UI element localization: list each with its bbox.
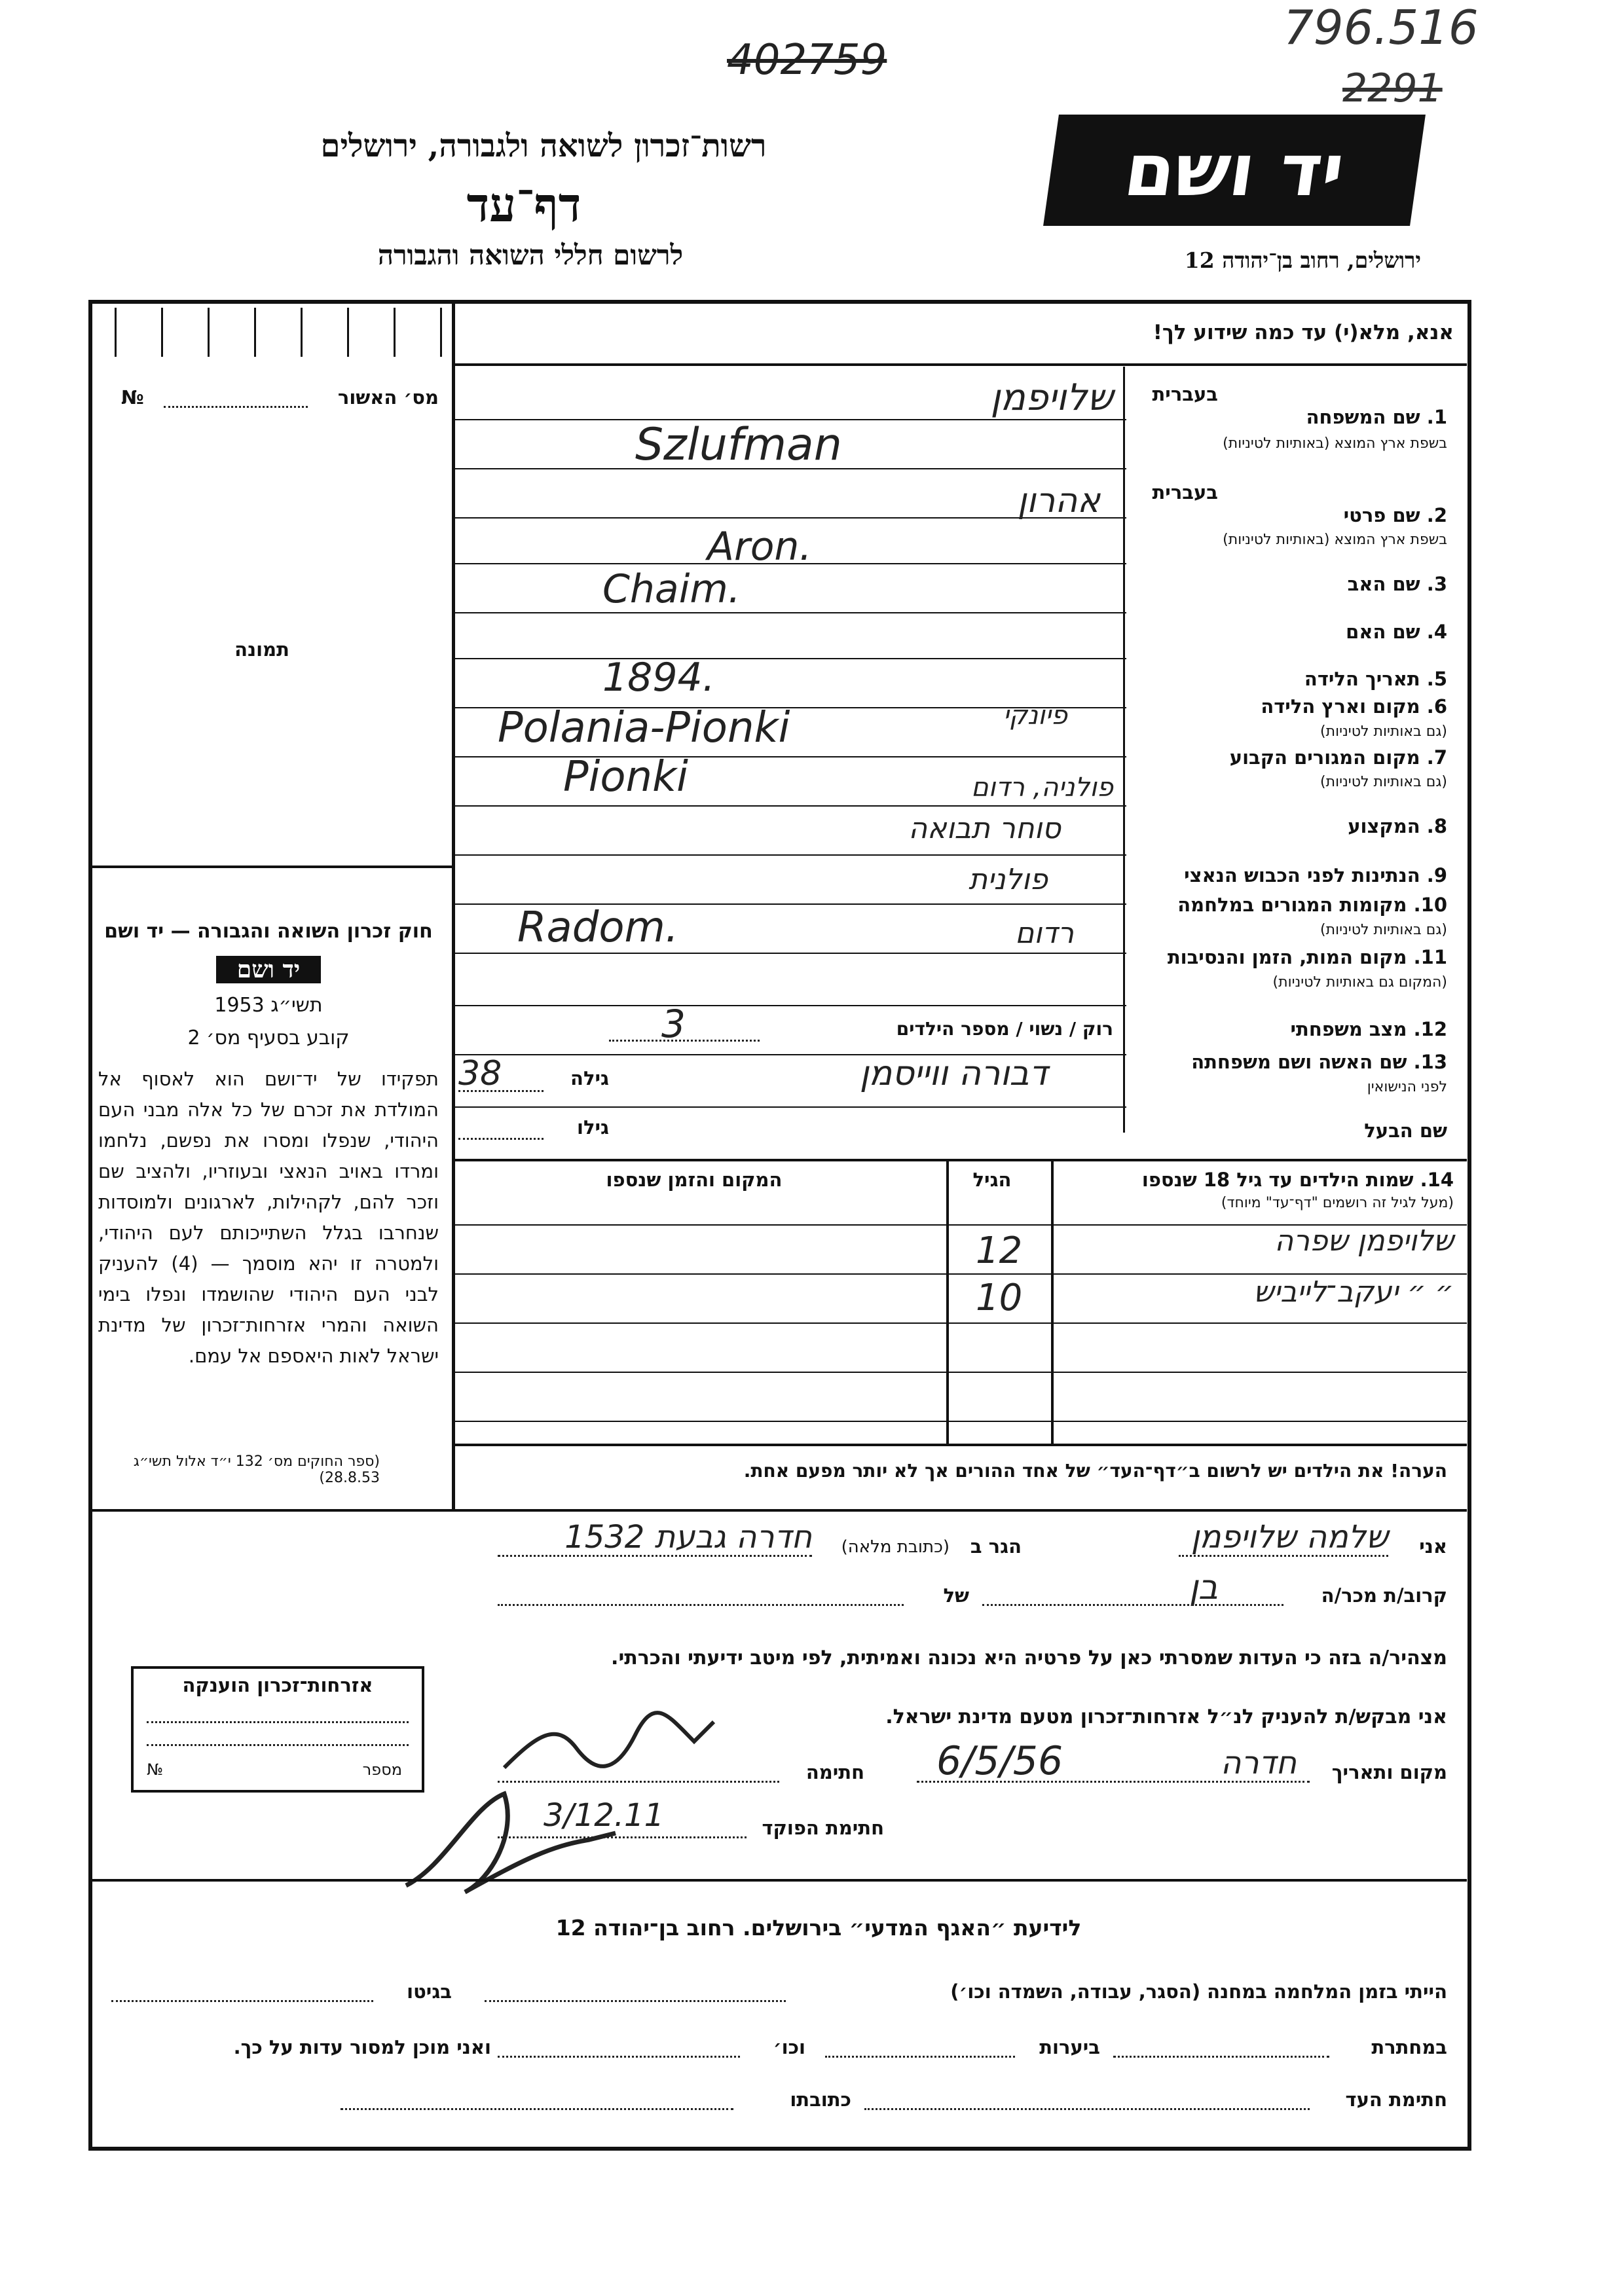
field-1-tag: בעברית [1152, 383, 1218, 405]
field-5-label [1139, 668, 1447, 690]
declarant-name[interactable]: שלמה שלויפמן [1190, 1519, 1388, 1556]
field-2-name: שם פרטי [1343, 504, 1420, 526]
intro-text: אנא, מלא(י) עד כמה שידוע לך! [1153, 321, 1454, 344]
field-11-num: 11. [1413, 946, 1447, 968]
field-10-value[interactable]: Radom. [517, 903, 679, 952]
field-11-label [1139, 946, 1447, 968]
field-5-name: תאריך הלידה [1304, 668, 1420, 690]
field-6-value[interactable]: Polania-Pionki [498, 704, 790, 752]
children-col-age: הגיל [972, 1169, 1012, 1191]
signature-label: חתימה [805, 1761, 864, 1783]
citizenship-box [131, 1666, 424, 1793]
form-subtitle: לרשום חללי השואה והגבורה [377, 239, 684, 271]
footer-witness-address: כתובתו [790, 2088, 851, 2111]
citizenship-number-sign: № [147, 1760, 163, 1779]
field-13-age-label: גילה [570, 1067, 609, 1089]
field-11-sub: (המקום גם באותיות לטיניות) [1272, 974, 1447, 991]
footer-willing: ואני מוכן למסור עדות על כך. [233, 2036, 491, 2058]
children-note: הערה! את הילדים יש לרשום ב״דף־העד״ של אחד ההורים אך לא יותר מפעם אחת. [743, 1460, 1447, 1482]
citizenship-box-title: אזרחות־זכרון הוענקה [182, 1674, 373, 1696]
children-label: 14. שמות הילדים עד גיל 18 שנספו [1141, 1169, 1454, 1191]
logo-text: יד ושם [1119, 128, 1350, 212]
field-1-label [1139, 406, 1447, 428]
archive-number: 796.516 [1283, 0, 1479, 55]
field-7-value[interactable]: Pionki [563, 753, 688, 801]
field-3-num: 3. [1426, 573, 1447, 595]
field-4-label [1139, 621, 1447, 643]
field-10-label [1139, 894, 1447, 916]
field-8-label [1139, 815, 1447, 837]
relation-value[interactable]: בן [1189, 1568, 1218, 1607]
field-6-label [1139, 695, 1447, 718]
field-9-name: הנתינות לפני הכבוש הנאצי [1184, 864, 1420, 886]
photo-label: תמונה [234, 638, 289, 661]
lives-label: הגר ב [970, 1535, 1022, 1558]
declarant-i: אני [1419, 1535, 1447, 1558]
law-logo: יד ושם [216, 956, 321, 983]
law-source: (ספר החוקים מס׳ 132 י״ד אלול תשי״ג 28.8.53) [133, 1453, 380, 1486]
approval-number-label: מס׳ האשור [337, 386, 439, 409]
date-value[interactable]: 6/5/56 [936, 1738, 1063, 1784]
official-mark: 3/12.11 [544, 1797, 665, 1834]
footer-witness-signature: חתימת העד [1345, 2088, 1447, 2111]
child-2-name[interactable]: ״ ״ יעקב־לייביש [1253, 1275, 1454, 1309]
field-12-children-count[interactable]: 3 [661, 1002, 686, 1046]
official-label: חתימת הפוקד [762, 1817, 884, 1839]
address-label: (כתובת מלאה) [841, 1537, 950, 1557]
declaration-statement: מצהיר/ה בזה כי העדות שמסרתי כאן על פרטיה היא נכונה ואמיתית, לפי מיטב ידיעתי והכרתי. [611, 1647, 1447, 1669]
declarant-address[interactable]: חדרה גבעת 1532 [564, 1519, 812, 1556]
of-label: של [943, 1584, 969, 1607]
field-12-options: רוק / נשוי / מספר הילדים [896, 1018, 1113, 1040]
field-1-name: שם המשפחה [1306, 406, 1420, 428]
footer-forests: ביערות [1039, 2036, 1100, 2058]
field-2-num: 2. [1426, 504, 1447, 526]
footer-title: לידיעת ״האגף המדעי״ בירושלים. רחוב בן־יהודה 12 [555, 1915, 1082, 1941]
field-2-value-latin[interactable]: Aron. [707, 524, 812, 570]
field-6-num: 6. [1426, 695, 1447, 718]
field-4-num: 4. [1426, 621, 1447, 643]
field-8-num: 8. [1426, 815, 1447, 837]
law-section: קובע בסעיף מס׳ 2 [187, 1027, 350, 1049]
law-year: תשי״ג 1953 [214, 994, 323, 1017]
approval-number-sign: № [121, 386, 144, 409]
field-4-name: שם האם [1346, 621, 1420, 643]
form-serial: 402759 [727, 36, 887, 84]
field-12-name: מצב משפחתי [1290, 1018, 1407, 1040]
field-1-num: 1. [1426, 406, 1447, 428]
footer-etc: וכו׳ [773, 2036, 805, 2058]
crossed-number: 2291 [1342, 65, 1443, 111]
footer-underground: במחתרת [1371, 2036, 1447, 2058]
field-7-name: מקום המגורים הקבוע [1229, 746, 1420, 769]
place-value[interactable]: חדרה [1220, 1745, 1297, 1781]
field-12-label [1139, 1018, 1447, 1040]
field-7-num: 7. [1426, 746, 1447, 769]
law-title: חוק זכרון השואה והגבורה — יד ושם [104, 920, 433, 943]
field-12-num: 12. [1413, 1018, 1447, 1040]
field-2-value-hebrew[interactable]: אהרון [1017, 481, 1100, 520]
field-3-value[interactable]: Chaim. [602, 566, 741, 612]
declaration-request: אני מבקש/ת להעניק לנ״ל אזרחות־זכרון מטעם מדינת ישראל. [885, 1705, 1447, 1728]
field-13-age-value[interactable]: 38 [458, 1054, 502, 1093]
child-1-age[interactable]: 12 [976, 1230, 1023, 1272]
field-2-sub: בשפת ארץ המוצא (באותיות לטיניות) [1223, 532, 1447, 548]
field-2-label [1139, 504, 1447, 526]
field-husband-age-label: גילו [577, 1116, 609, 1139]
field-13-value-hebrew[interactable]: דבורה ווייסמן [859, 1054, 1048, 1093]
child-1-name[interactable]: שלויפמן שפרה [1274, 1224, 1454, 1258]
law-text: תפקידו של יד־ושם הוא לאסוף אל המולדת את זכרם של כל אלה מבני העם היהודי, שנפלו ומסרו את נפשם, נלחמו ומרדו באויב הנאצי ובעוזריו, ולהציב שם וזכר להם, לקהילות, לארגונים ולמוסדות שנחרבו בגלל השתייכותם לעם היהודי, ולמטרה זו יהא מוסמך — (4) להעניק לבני העם היהודי שהושמדו ונפלו בימי השואה והמרי אזרחות־זכרון של מדינת ישראל לאות היאספם אל עמם. [98, 1068, 439, 1367]
field-2-tag: בעברית [1152, 481, 1218, 503]
field-13-label [1139, 1051, 1447, 1073]
field-5-num: 5. [1426, 668, 1447, 690]
field-13-num: 13. [1413, 1051, 1447, 1073]
field-9-label [1139, 864, 1447, 886]
field-13-name: שם האשה ושם משפחתה [1191, 1051, 1407, 1073]
field-8-name: המקצוע [1348, 815, 1420, 837]
header-address: ירושלים, רחוב בן־יהודה 12 [1184, 247, 1421, 273]
field-3-name: שם האב [1347, 573, 1420, 595]
field-5-value[interactable]: 1894. [602, 655, 715, 701]
field-10-num: 10. [1413, 894, 1447, 916]
form-title: דף־עד [466, 177, 581, 232]
field-10-value-hebrew[interactable]: רדום [1014, 917, 1074, 950]
field-3-label [1139, 573, 1447, 595]
field-9-value-hebrew[interactable]: פולנית [969, 863, 1048, 896]
child-2-age[interactable]: 10 [976, 1277, 1023, 1319]
children-col-place: המקום והזמן שנספו [606, 1169, 783, 1191]
yad-vashem-logo [1043, 115, 1426, 226]
field-1-sub: בשפת ארץ המוצא (באותיות לטיניות) [1223, 435, 1447, 452]
field-11-name: מקום המות, הזמן והנסיבות [1167, 946, 1407, 968]
field-6-name: מקום וארץ הלידה [1261, 695, 1420, 718]
field-1-value-hebrew[interactable]: שלויפמן [990, 376, 1113, 419]
authority-name: רשות־זכרון לשואה ולגבורה, ירושלים [320, 128, 767, 164]
code-boxes [115, 308, 442, 357]
field-7-value-hebrew[interactable]: פולניה, רדום [971, 773, 1113, 803]
field-13-sub: לפני הנישואין [1367, 1079, 1447, 1095]
footer-camp-line: הייתי בזמן המלחמה במחנה (הסגר, עבודה, השמדה וכו׳) [950, 1980, 1447, 2003]
footer-ghetto: בגיטו [407, 1980, 452, 2003]
place-date-label: מקום ותאריך [1331, 1761, 1447, 1783]
children-sub: (מעל לגיל זה רושמים "דף־עד" מיוחד) [1221, 1195, 1454, 1211]
field-9-num: 9. [1426, 864, 1447, 886]
field-husband-label: שם הבעל [1364, 1120, 1447, 1142]
field-6-value-hebrew[interactable]: פיונקי [1003, 701, 1067, 731]
field-6-sub: (גם באותיות לטיניות) [1320, 723, 1447, 740]
field-10-name: מקומות המגורים במלחמה [1177, 894, 1407, 916]
relation-label: קרוב/ת מכר/ה [1321, 1584, 1447, 1607]
field-7-label [1139, 746, 1447, 769]
field-1-value-latin[interactable]: Szlufman [635, 419, 842, 471]
field-8-value-hebrew[interactable]: סוחר תבואה [908, 812, 1061, 845]
field-10-sub: (גם באותיות לטיניות) [1320, 922, 1447, 938]
citizenship-number-label: מספר [362, 1760, 402, 1779]
field-7-sub: (גם באותיות לטיניות) [1320, 774, 1447, 790]
